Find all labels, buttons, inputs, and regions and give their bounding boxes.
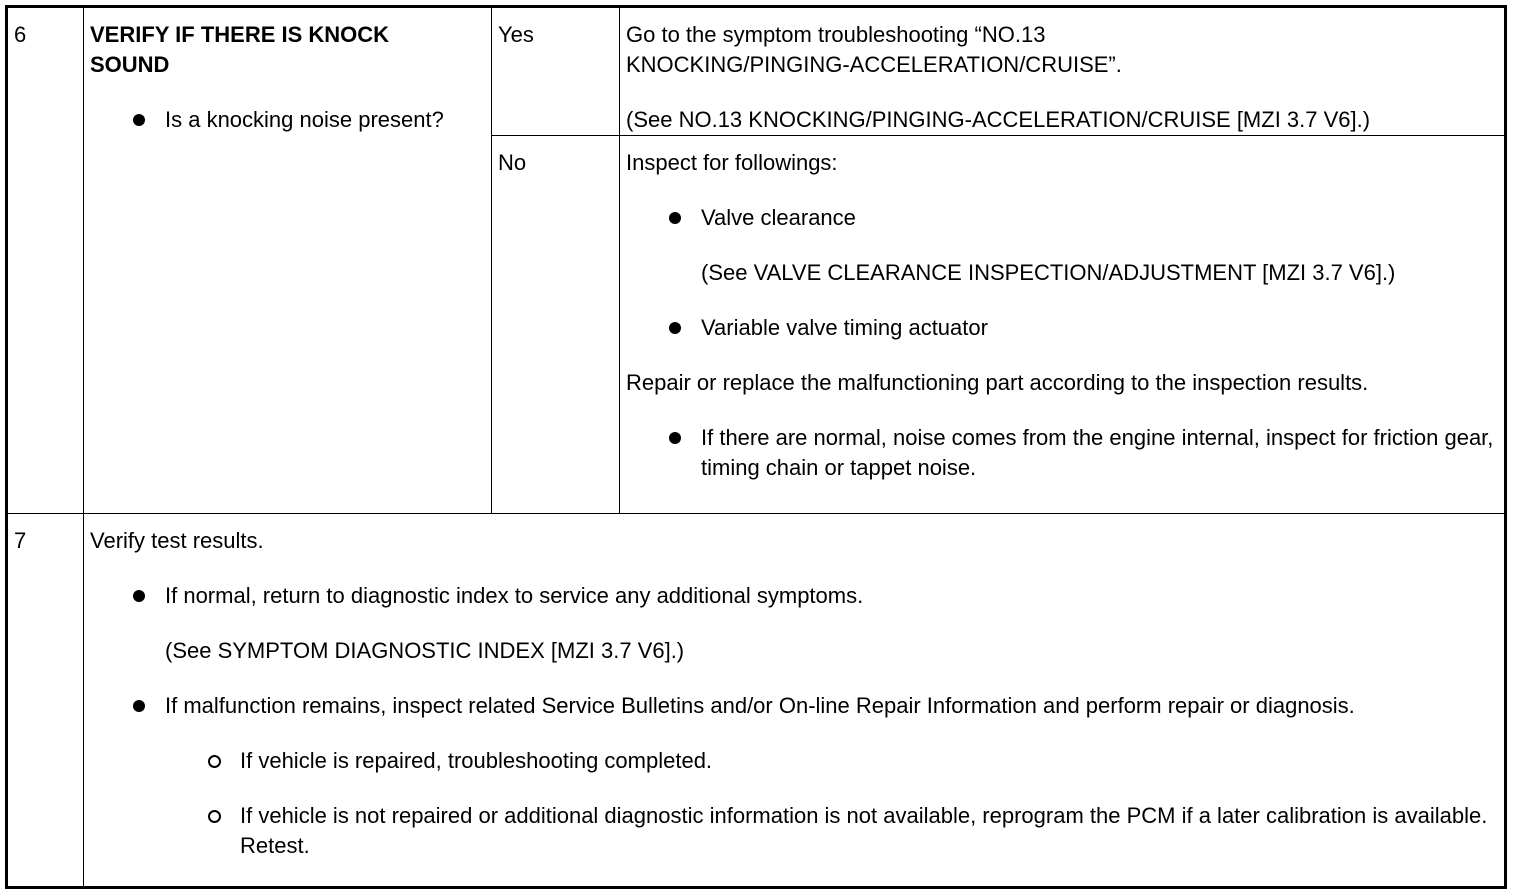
step-7-title: Verify test results. <box>90 528 264 553</box>
list-item: If vehicle is repaired, troubleshooting completed. <box>90 746 1498 776</box>
result-yes-action: Go to the symptom troubleshooting “NO.13 KNOCKING/PINGING-ACCELERATION/CRUISE”. (See NO.13 KNOCKING/PINGING-ACCELERATION/CRUISE [MZI 3.7 V6].) <box>620 7 1506 136</box>
inspect-intro: Inspect for followings: <box>626 150 838 175</box>
list-item: If vehicle is not repaired or additional diagnostic information is not available, reprogram the PCM if a later calibration is available. Retest. <box>90 801 1498 861</box>
step-7-content <box>84 514 1506 888</box>
inspect-list <box>626 203 1498 233</box>
see-reference: (See VALVE CLEARANCE INSPECTION/ADJUSTMENT [MZI 3.7 V6].) <box>701 260 1396 285</box>
step-number-7: 7 <box>7 514 84 888</box>
step-number-6: 6 <box>7 7 84 514</box>
see-reference: (See NO.13 KNOCKING/PINGING-ACCELERATION/CRUISE [MZI 3.7 V6].) <box>626 107 1371 132</box>
repair-instruction: Repair or replace the malfunctioning part according to the inspection results. <box>626 370 1369 395</box>
bullet-icon <box>669 432 681 444</box>
step-6-question: Is a knocking noise present? <box>165 107 444 132</box>
list-item: If malfunction remains, inspect related Service Bulletins and/or On-line Repair Information and perform repair or diagnosis. <box>90 691 1498 721</box>
step-7-sublist <box>90 746 1498 861</box>
circle-bullet-icon <box>208 810 221 823</box>
step-6-action-cell <box>84 7 492 514</box>
bullet-icon <box>133 590 145 602</box>
step-6-yes-row <box>7 7 1506 136</box>
step-7-list <box>90 691 1498 721</box>
bullet-icon <box>133 114 145 126</box>
bullet-icon <box>669 212 681 224</box>
result-no-label: No <box>492 136 620 514</box>
see-reference: (See SYMPTOM DIAGNOSTIC INDEX [MZI 3.7 V6].) <box>165 638 685 663</box>
step-6-title: VERIFY IF THERE IS KNOCK SOUND <box>90 22 390 77</box>
result-no-action <box>620 136 1506 514</box>
result-yes-label: Yes <box>492 7 620 136</box>
troubleshooting-table <box>5 5 1507 889</box>
step-6-question-list <box>90 105 485 135</box>
bullet-icon <box>669 322 681 334</box>
list-item: Variable valve timing actuator <box>626 313 1498 343</box>
inspect-list <box>626 313 1498 343</box>
note-list <box>626 423 1498 483</box>
circle-bullet-icon <box>208 755 221 768</box>
step-7-row <box>7 514 1506 888</box>
step-7-list <box>90 581 1498 611</box>
list-item: If there are normal, noise comes from the engine internal, inspect for friction gear, timing chain or tappet noise. <box>626 423 1498 483</box>
bullet-icon <box>133 700 145 712</box>
list-item <box>90 105 485 135</box>
list-item: If normal, return to diagnostic index to service any additional symptoms. <box>90 581 1498 611</box>
list-item: Valve clearance <box>626 203 1498 233</box>
